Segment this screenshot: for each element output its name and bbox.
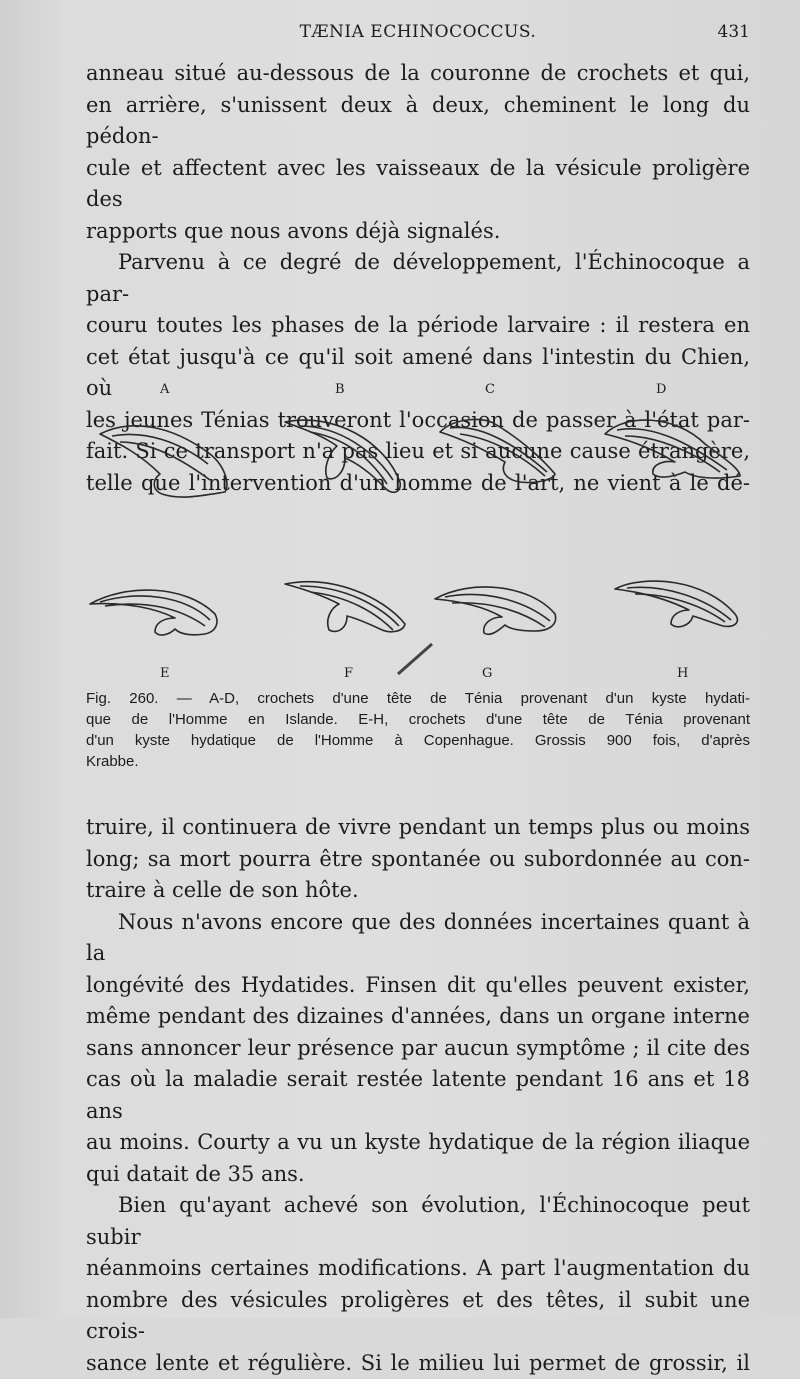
paragraph-4 [86, 907, 750, 1159]
hook-d [605, 420, 740, 478]
paragraph-3-end [86, 875, 750, 907]
caption-line: d'un kyste hydatique de l'Homme à Copenhague. Grossis 900 fois, d'après [86, 732, 750, 749]
paragraph-4-end [86, 1159, 750, 1191]
figure-caption [86, 688, 750, 772]
text-block-bottom [86, 812, 750, 1379]
paragraph-5 [86, 1190, 750, 1379]
line: même pendant des dizaines d'années, dans un organe interne [86, 1004, 750, 1028]
line: qui datait de 35 ans. [86, 1161, 305, 1186]
line: au moins. Courty a vu un kyste hydatique de la région iliaque [86, 1130, 750, 1154]
line: truire, il continuera de vivre pendant un temps plus ou moins [86, 815, 750, 839]
label-e: E [160, 666, 170, 681]
line: les jeunes Ténias trouveront l'occasion de passer à l'état par- [86, 407, 750, 432]
line: sance lente et régulière. Si le milieu lui permet de grossir, il [86, 1350, 750, 1375]
caption-line: Krabbe. [86, 753, 139, 770]
label-g: G [482, 666, 493, 681]
page-header [86, 22, 750, 50]
line: fait. Si ce transport n'a pas lieu et si aucune cause étrangère, [86, 439, 750, 463]
label-a: A [160, 382, 170, 397]
line: cet état jusqu'à ce qu'il soit amené dans l'intestin du Chien, où [86, 344, 750, 400]
hooks-illustration [80, 374, 760, 684]
line: nombre des vésicules proligères et des têtes, il subit une crois- [86, 1287, 750, 1343]
caption-line: que de l'Homme en Islande. E-H, crochets d'une tête de Ténia provenant [86, 711, 750, 728]
hook-g [435, 587, 556, 634]
line: anneau situé au-dessous de la couronne de crochets et qui, [86, 61, 750, 85]
line: cule et affectent avec les vaisseaux de la vésicule proligère des [86, 155, 750, 211]
paragraph-1-end [86, 216, 750, 248]
paragraph-1 [86, 58, 750, 216]
line: couru toutes les phases de la période larvaire : il restera en [86, 313, 750, 337]
line: Nous n'avons encore que des données incertaines quant à la [86, 909, 750, 965]
line: en arrière, s'unissent deux à deux, cheminent le long du pédon- [86, 92, 750, 148]
label-h: H [677, 666, 689, 681]
label-f: F [344, 666, 354, 681]
label-c: C [485, 382, 495, 397]
stray-mark [398, 644, 432, 674]
line: longévité des Hydatides. Finsen dit qu'elles peuvent exister, [86, 972, 750, 997]
hook-e [90, 590, 217, 635]
line: telle que l'intervention d'un homme de l'art, ne vient à le dé- [86, 470, 750, 495]
hook-f [285, 582, 405, 632]
caption-line: Fig. 260. — A-D, crochets d'une tête de Ténia provenant d'un kyste hydati- [86, 690, 750, 707]
line: long; sa mort pourra être spontanée ou subordonnée au con- [86, 846, 750, 871]
figure-260 [80, 374, 760, 684]
label-d: D [656, 382, 667, 397]
line: Bien qu'ayant achevé son évolution, l'Échinocoque peut subir [86, 1193, 750, 1249]
line: rapports que nous avons déjà signalés. [86, 218, 501, 243]
line: sans annoncer leur présence par aucun symptôme ; il cite des [86, 1035, 750, 1060]
label-b: B [335, 382, 345, 397]
line: cas où la maladie serait restée latente pendant 16 ans et 18 ans [86, 1067, 750, 1123]
line: traire à celle de son hôte. [86, 878, 359, 902]
hook-b [285, 420, 400, 492]
hook-h [615, 581, 737, 627]
page-number: 431 [717, 22, 750, 42]
running-head: TÆNIA ECHINOCOCCUS. [299, 22, 537, 42]
hook-a [100, 426, 227, 497]
hook-c [440, 419, 555, 482]
paragraph-3 [86, 812, 750, 875]
line: Parvenu à ce degré de développement, l'Échinocoque a par- [86, 250, 750, 306]
line: néanmoins certaines modifications. A part l'augmentation du [86, 1256, 750, 1280]
